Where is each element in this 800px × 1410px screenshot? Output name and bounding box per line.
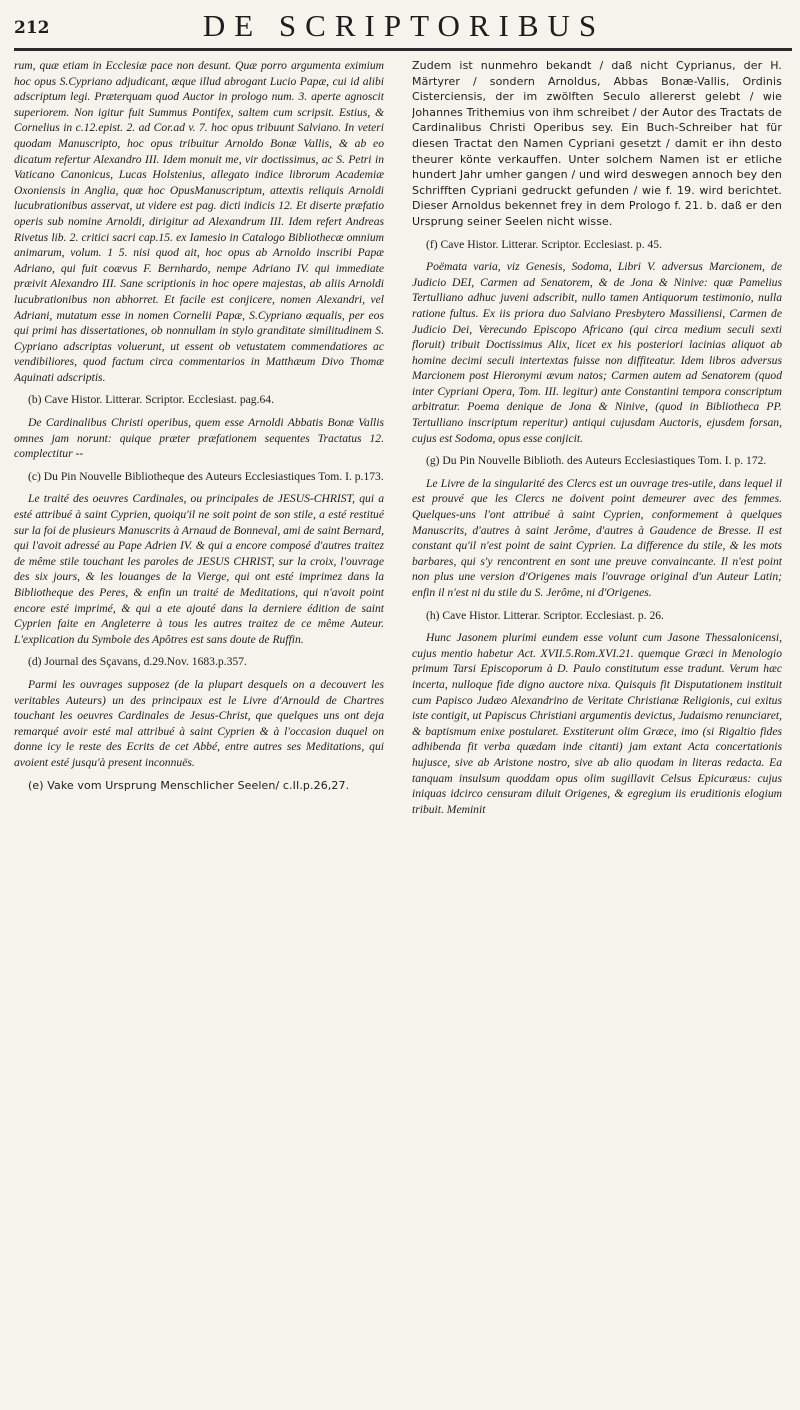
footnote-citation: (c) Du Pin Nouvelle Bibliotheque des Auteurs Ecclesiastiques Tom. I. p.173.	[28, 469, 384, 483]
footnote-quote: Le traité des oeuvres Cardinales, ou principales de JESUS-CHRIST, qui a esté attribué à saint Cyprien, quoiqu'il ne soit point de son stile, a esté restitué sur la foi de plusieurs Manuscrits à Arnaud de Bonneval, ami de saint Bernard, qui l'avoit adressé au Pape Adrien IV. & qui a encore composé d'autres traitez de même stile touchant les paroles de JESUS CHRIST, sur la croix, l'ouvrage des six jours, & les louanges de la Vierge, qui ont esté imprimez dans la Bibliotheque des Peres, & enfin un traité de Meditations, qui n'avoit point encore esté imprimé, & qui a ete ajouté dans la derniere édition de saint Cyprien faite en Angleterre à tous les autres traitez de ce même Auteur. L'explication du Symbole des Apôtres est sans doute de Ruffin.	[14, 492, 384, 646]
footnote-quote: Hunc Jasonem plurimi eundem esse volunt cum Jasone Thessalonicensi, cujus mentio habetur Act. XVII.5.Rom.XVI.21. quemque Græci in Menologio primum Tarsi Episcoporum à D. Paulo constitutum esse tradunt. Verum hæc incerta, nulloque fide digno auctore nixa. Quisquis fit Disputationem instituit cum Papisco Judæo Alexandrino de Veritate Christianæ Religionis, cui exitus iste contigit, ut Papiscus Christiani argumentis devictus, Judaismo renunciaret, & baptismum enixe postularet. Exstiterunt olim Græce, imo (si Rigaltio fides adhibenda fit verba quædam inde citanti) jam extant Acta concertationis hujusce, sive ab Aristone nostro, sive ab alio quodam in literas redacta. Ea tanquam insulsum quoddam opus olim sugillavit Celsus Epicuræus: cujus iniquas idcirco censuram diluit Origenes, & egregium iis eruditionis elogium tribuit. Meminit	[412, 631, 782, 816]
left-column	[14, 58, 384, 1403]
footnote-citation: (g) Du Pin Nouvelle Biblioth. des Auteurs Ecclesiastiques Tom. I. p. 172.	[426, 454, 767, 468]
body-text: rum, quæ etiam in Ecclesiæ pace non desunt. Quæ porro argumenta eximium hoc opus S.Cypriano adjudicant, æque illud abrogant Lucio Papæ, cui id alibi adscriptum legi. Præterquam quod Auctor in prologo num. 3. aperte agnoscit superiorem. Non igitur fuit Summus Pontifex, saltem cum scripsit. Estius, & Cornelius in c.12.epist. 2. ad Cor.ad v. 7. hoc opus tribuunt Salviano. In veteri quodam Manuscripto, hoc opus tribuitur Arnoldo Bonæ Vallis, & ab eo dicatum refertur Alexandro III. Idem monuit me, vir doctissimus, ac S. Petri in Vaticano Canonicus, Lucas Holstenius, allegato indice librorum Academiæ Oxoniensis in Anglia, quæ hoc OpusManuscriptum, attextis reliquis Arnoldi lucubrationibus asservat, ut videre est pag. dicti indicis 12. Et diserte præfatio operis sub nomine Arnoldi, dirigitur ad Alexandrum III. Idem refert Andreas Rivetus lib. 2. critici sacri cap.15. ex Iamesio in Catalogo Bibliothecæ omnium animarum, volum. 1 5. nisi quod ait, hoc opus ab Arnoldo inscribi Papæ Adriano, qui fuit coævus F. Bernhardo, nempe Adriano IV. qui immediate præivit Alexandro III. Sane scriptionis in hoc opere majestas, ab aliis Arnoldi lucubrationibus non abhorret. Et facile est conjicere, nomen Alexandri, vel Adriani, mutatum esse in nomen Cornelii Papæ, S.Cypriano æqualis, per eos qui primi has dissertationes, ob nonnullam in stylo granditate similitudinem S. Cypriano adscriptas voluerunt, ut essent ob vetustatem commendatiores ac vendibiliores, quod factum circa commentarios in Matthæum Divo Thomæ Aquinati adscriptis.	[14, 59, 384, 384]
footnote-citation: (d) Journal des Sçavans, d.29.Nov. 1683.p.357.	[28, 655, 247, 669]
footnote-quote: Le Livre de la singularité des Clercs est un ouvrage tres-utile, dans lequel il est prouvé que les Clercs ne doivent point demeurer avec des femmes. Quelques-uns l'ont attribué à saint Cyprien, conformement à quelques Manuscrits, d'autres à saint Jerôme, d'autres à Gaudence de Bresse. Il est constant qu'il n'est point de saint Cyprien. La difference du stile, & les mots barbares, qui s'y rencontrent en sont une preuve convaincante. Il n'est point non plus une version d'Origenes mais l'ouvrage original d'un Auteur Latin; enfin il n'est ni du stile du S. Jerôme, ni d'Origenes.	[412, 476, 782, 599]
book-page	[14, 0, 792, 1410]
running-title: DE SCRIPTORIBUS	[202, 8, 606, 43]
right-column	[412, 58, 782, 1403]
footnote-citation: (h) Cave Histor. Litterar. Scriptor. Ecclesiast. p. 26.	[426, 608, 664, 622]
footnote-quote: Parmi les ouvrages supposez (de la plupart desquels on a decouvert les veritables Auteurs) un des principaux est le Livre d'Arnould de Chartres touchant les oeuvres Cardinales de Jesus-Christ, que quelques uns ont deja remarqué avoir esté mal attribué à saint Cyprien & à l'occasion duquel on donne icy le reste des Ecrits de cet Abbé, entre autres ses Meditations, qui avoient esté jusqu'à present inconnuës.	[14, 677, 384, 769]
body-text: Zudem ist nunmehro bekandt / daß nicht Cyprianus, der H. Märtyrer / sondern Arnoldus, Abbas Bonæ-Vallis, Ordinis Cisterciensis, der im zwölften Seculo allererst gelebt / wie Johannes Trithemius von ihm schreibet / der Autor des Tractats de Cardinalibus Christi Operibus sey. Ein Buch-Schreiber hat für diesen Tractat den Namen Cypriani gesetzt / damit er ihn desto theurer könte verkauffen. Unter solchem Namen ist er etliche hundert Jahr umher gangen / und wird deswegen annoch bey den Schrifften Cypriani gedruckt gefunden / wie f. 19. wird berichtet. Dieser Arnoldus bekennet frey in dem Prologo f. 21. b. daß er den Ursprung seiner Seelen nicht wisse.	[412, 59, 782, 228]
footnote-quote: De Cardinalibus Christi operibus, quem esse Arnoldi Abbatis Bonæ Vallis omnes jam norunt: quique præter præfationem sequentes Tractatus 12. complectitur --	[14, 416, 384, 461]
footnote-citation: (e) Vake vom Ursprung Menschlicher Seelen/ c.II.p.26,27.	[28, 778, 350, 792]
footnote-citation: (b) Cave Histor. Litterar. Scriptor. Ecclesiast. pag.64.	[28, 393, 274, 407]
footnote-quote: Poëmata varia, viz Genesis, Sodoma, Libri V. adversus Marcionem, de Judicio DEI, Carmen ad Senatorem, & de Jona & Ninive: quæ Pamelius Tertulliano adhuc juveni adscribit, nullo tamen Antiquorum testimonio, nulla ratione fultus. Ex iis priora duo Salviano Presbytero Massiliensi, Carmen de Judicio Dei, Verecundo Episcopo Africano (qui circa medium seculi sexti floruit) tribuit Doctissimus Alix, licet ex his posteriori lacinias aliquot ab homine decimi seculi intertextas fuisse non diffiteatur. Idem libros adversus Marcionem post Hieronymi ævum natos; Carmen autem ad Senatorem (quod inter Cypriani Opera, Tom. III. legitur) ante Constantini tempora conscriptum arbitratur. Poema denique de Jona & Ninive, (quod in Bibliotheca PP. Tertulliano inscriptum reperitur) antiqui cujusdam Auctoris, ejusdem forsan, cujus est Sodoma, opus esse conjicit.	[412, 260, 782, 445]
header-rule	[14, 48, 792, 51]
footnote-citation: (f) Cave Histor. Litterar. Scriptor. Ecclesiast. p. 45.	[426, 237, 663, 251]
page-number: 212	[14, 18, 50, 38]
page-header	[14, 8, 792, 48]
